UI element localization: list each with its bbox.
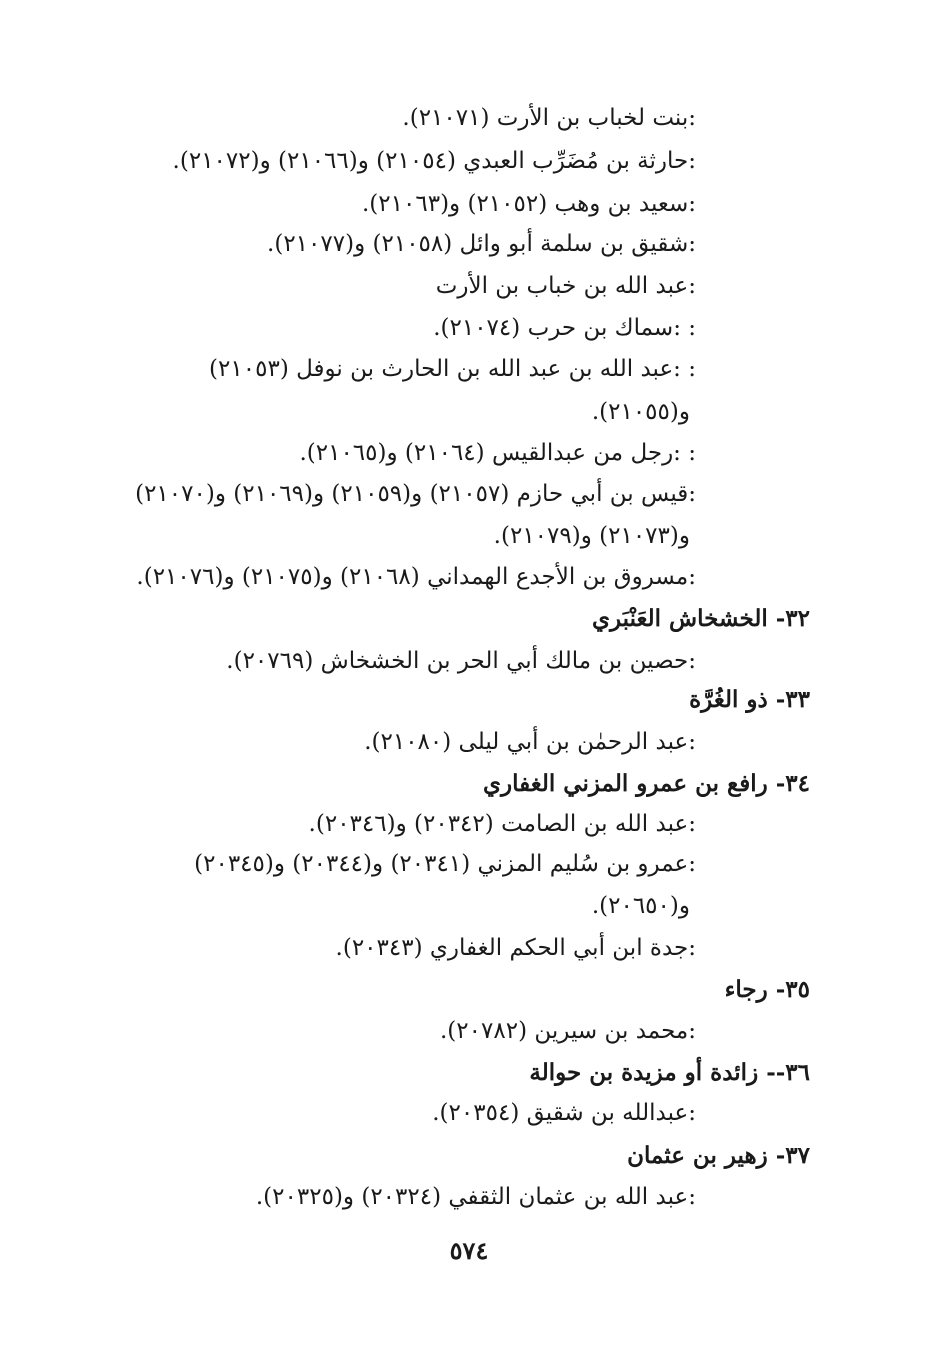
narrator-line: :جدة ابن أبي الحكم الغفاري (٢٠٣٤٣). xyxy=(335,935,696,961)
section-heading: ٣٦-- زائدة أو مزيدة بن حوالة xyxy=(529,1059,810,1086)
narrator-line: :مسروق بن الأجدع الهمداني (٢١٠٦٨) و(٢١٠٧٥) و(٢١٠٧٦). xyxy=(136,564,696,590)
section-heading: ٣٢- الخشخاش العَنْبَري xyxy=(591,605,810,632)
narrator-line: :عبدالله بن شقيق (٢٠٣٥٤). xyxy=(432,1100,696,1126)
narrator-line: :سعيد بن وهب (٢١٠٥٢) و(٢١٠٦٣). xyxy=(362,191,696,217)
narrator-line: :عبد الرحمٰن بن أبي ليلى (٢١٠٨٠). xyxy=(364,729,696,755)
page-number: ٥٧٤ xyxy=(449,1236,489,1265)
sub-narrator-line: : :سماك بن حرب (٢١٠٧٤). xyxy=(433,315,696,341)
narrator-line: :قيس بن أبي حازم (٢١٠٥٧) و(٢١٠٥٩) و(٢١٠٦٩) و(٢١٠٧٠) xyxy=(135,481,696,507)
continuation-line: و(٢١٠٧٣) و(٢١٠٧٩). xyxy=(493,523,690,549)
section-heading: ٣٥- رجاء xyxy=(724,976,810,1003)
narrator-line: :عبد الله بن الصامت (٢٠٣٤٢) و(٢٠٣٤٦). xyxy=(308,811,696,837)
narrator-line: :عمرو بن سُليم المزني (٢٠٣٤١) و(٢٠٣٤٤) و(٢٠٣٤٥) xyxy=(194,851,696,877)
section-heading: ٣٤- رافع بن عمرو المزني الغفاري xyxy=(483,770,810,797)
sub-narrator-line: : :رجل من عبدالقيس (٢١٠٦٤) و(٢١٠٦٥). xyxy=(299,440,696,466)
narrator-line: :حصين بن مالك أبي الحر بن الخشخاش (٢٠٧٦٩). xyxy=(226,648,696,674)
continuation-line: و(٢١٠٥٥). xyxy=(591,399,690,425)
narrator-line: :عبد الله بن عثمان الثقفي (٢٠٣٢٤) و(٢٠٣٢٥). xyxy=(255,1184,696,1210)
narrator-line: :حارثة بن مُضَرِّب العبدي (٢١٠٥٤) و(٢١٠٦٦) و(٢١٠٧٢). xyxy=(172,148,696,174)
section-heading: ٣٧- زهير بن عثمان xyxy=(627,1142,810,1169)
section-heading: ٣٣- ذو الغُرَّة xyxy=(689,686,810,713)
narrator-line: :عبد الله بن خباب بن الأرت xyxy=(435,273,696,299)
narrator-line: :شقيق بن سلمة أبو وائل (٢١٠٥٨) و(٢١٠٧٧). xyxy=(267,231,696,257)
narrator-line: :بنت لخباب بن الأرت (٢١٠٧١). xyxy=(402,105,696,131)
continuation-line: و(٢٠٦٥٠). xyxy=(591,893,690,919)
sub-narrator-line: : :عبد الله بن عبد الله بن الحارث بن نوفل (٢١٠٥٣) xyxy=(209,356,696,382)
narrator-line: :محمد بن سيرين (٢٠٧٨٢). xyxy=(440,1018,696,1044)
